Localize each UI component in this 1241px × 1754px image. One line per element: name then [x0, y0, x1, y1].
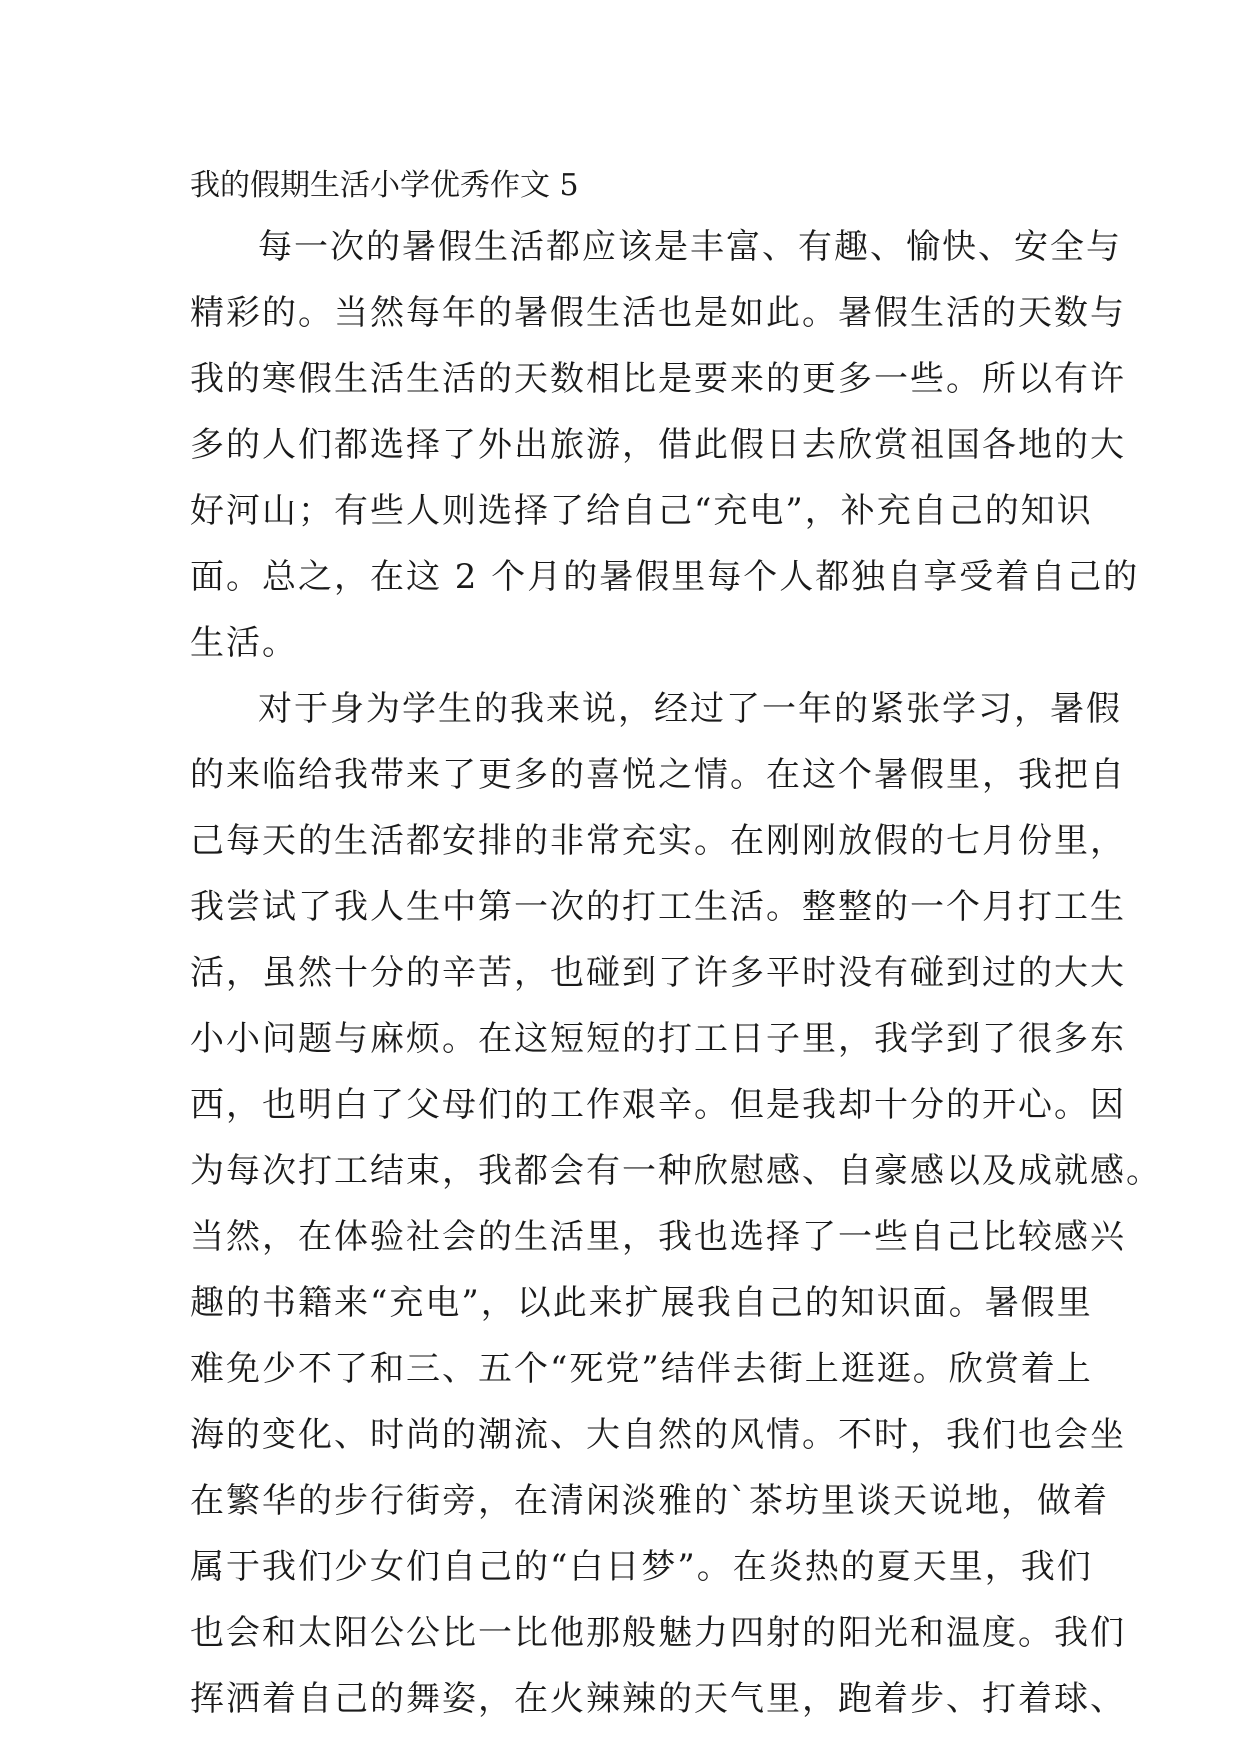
- paragraph-line: 海的变化、时尚的潮流、大自然的风情。不时，我们也会坐: [190, 1415, 1126, 1455]
- paragraph-line: 趣的书籍来“充电”，以此来扩展我自己的知识面。暑假里: [190, 1283, 1093, 1323]
- paragraph-line: 多的人们都选择了外出旅游，借此假日去欣赏祖国各地的大: [190, 425, 1126, 465]
- document-page: [190, 158, 1162, 1732]
- paragraph-line: 每一次的暑假生活都应该是丰富、有趣、愉快、安全与: [258, 227, 1122, 267]
- paragraph-line: 对于身为学生的我来说，经过了一年的紧张学习，暑假: [258, 689, 1122, 729]
- paragraph-line: 当然，在体验社会的生活里，我也选择了一些自己比较感兴: [190, 1217, 1126, 1257]
- paragraph-line: 己每天的生活都安排的非常充实。在刚刚放假的七月份里，: [190, 821, 1126, 861]
- paragraph-line: 生活。: [190, 623, 298, 663]
- paragraph-line: 精彩的。当然每年的暑假生活也是如此。暑假生活的天数与: [190, 293, 1126, 333]
- paragraph-line: 属于我们少女们自己的“白日梦”。在炎热的夏天里，我们: [190, 1547, 1093, 1587]
- paragraph-line: 挥洒着自己的舞姿，在火辣辣的天气里，跑着步、打着球、: [190, 1679, 1126, 1719]
- paragraph-2: [190, 676, 1162, 1732]
- paragraph-line: 我尝试了我人生中第一次的打工生活。整整的一个月打工生: [190, 887, 1126, 927]
- paragraph-line: 在繁华的步行街旁，在清闲淡雅的`茶坊里谈天说地，做着: [190, 1481, 1109, 1521]
- document-title: 我的假期生活小学优秀作文 5: [190, 168, 579, 203]
- paragraph-line: 我的寒假生活生活的天数相比是要来的更多一些。所以有许: [190, 359, 1126, 399]
- paragraph-line: 面。总之，在这 2 个月的暑假里每个人都独自享受着自己的: [190, 557, 1140, 597]
- paragraph-line: 西，也明白了父母们的工作艰辛。但是我却十分的开心。因: [190, 1085, 1126, 1125]
- paragraph-line: 活，虽然十分的辛苦，也碰到了许多平时没有碰到过的大大: [190, 953, 1126, 993]
- paragraph-line: 也会和太阳公公比一比他那般魅力四射的阳光和温度。我们: [190, 1613, 1126, 1653]
- paragraph-line: 为每次打工结束，我都会有一种欣慰感、自豪感以及成就感。: [190, 1151, 1162, 1191]
- paragraph-line: 小小问题与麻烦。在这短短的打工日子里，我学到了很多东: [190, 1019, 1126, 1059]
- paragraph-line: 难免少不了和三、五个“死党”结伴去街上逛逛。欣赏着上: [190, 1349, 1093, 1389]
- paragraph-line: 的来临给我带来了更多的喜悦之情。在这个暑假里，我把自: [190, 755, 1126, 795]
- paragraph-line: 好河山；有些人则选择了给自己“充电”，补充自己的知识: [190, 491, 1093, 531]
- paragraph-1: [190, 214, 1140, 676]
